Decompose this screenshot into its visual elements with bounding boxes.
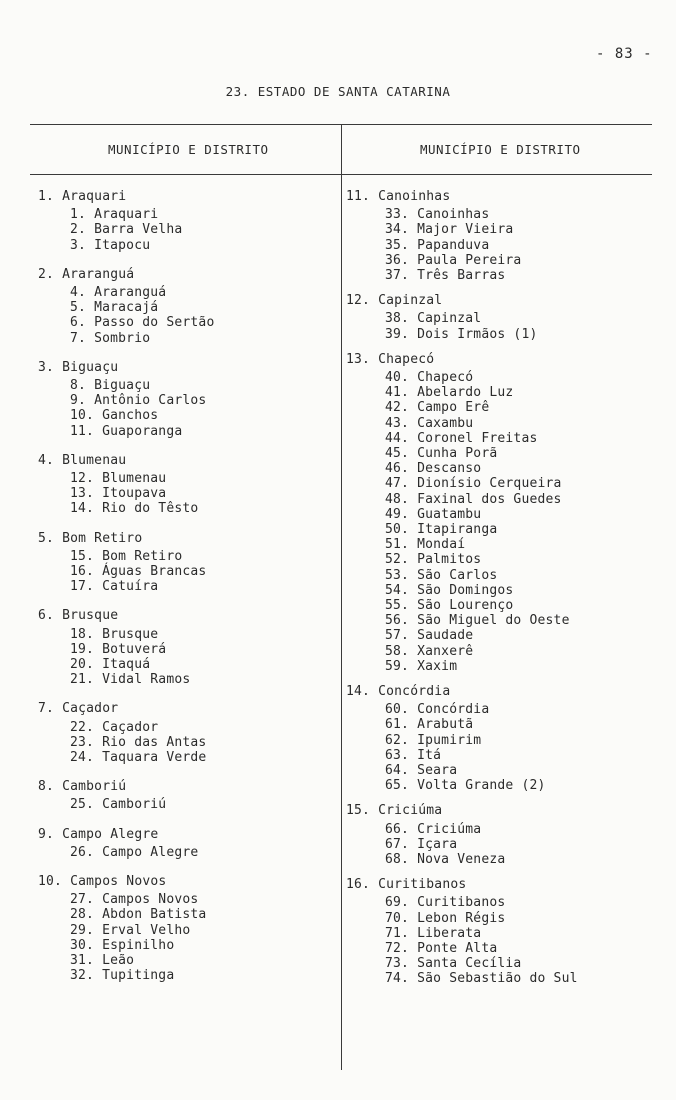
district-item: 1. Araquari [70, 207, 159, 223]
district-item: 43. Caxambu [385, 415, 474, 431]
district-item: 56. São Miguel do Oeste [385, 613, 570, 629]
municipality-heading: 10. Campos Novos [38, 874, 167, 889]
district-item: 41. Abelardo Luz [385, 385, 514, 401]
district-item: 35. Papanduva [385, 237, 490, 253]
municipality-heading: 11. Canoinhas [346, 189, 451, 204]
district-item: 60. Concórdia [385, 702, 490, 718]
district-item: 28. Abdon Batista [70, 907, 207, 923]
column-divider [341, 124, 342, 1070]
district-item: 25. Camboriú [70, 797, 167, 813]
municipality-heading: 2. Araranguá [38, 266, 135, 282]
district-item: 54. São Domingos [385, 582, 514, 598]
district-item: 69. Curitibanos [385, 895, 506, 911]
district-item: 45. Cunha Porã [385, 446, 498, 461]
district-item: 31. Leão [70, 953, 135, 968]
district-item: 64. Seara [385, 763, 458, 778]
municipality-heading: 15. Criciúma [346, 803, 443, 819]
district-item: 19. Botuverá [70, 641, 167, 657]
district-item: 34. Major Vieira [385, 222, 514, 238]
left-column-header: MUNICÍPIO E DISTRITO [108, 142, 269, 157]
district-item: 26. Campo Alegre [70, 844, 199, 860]
district-item: 13. Itoupava [70, 486, 167, 502]
district-item: 8. Biguaçu [70, 378, 151, 393]
district-item: 63. Itá [385, 747, 442, 763]
district-item: 68. Nova Veneza [385, 852, 506, 867]
district-item: 66. Criciúma [385, 821, 482, 837]
district-item: 32. Tupitinga [70, 968, 175, 984]
district-item: 5. Maracajá [70, 300, 159, 316]
municipality-heading: 5. Bom Retiro [38, 530, 143, 546]
district-item: 14. Rio do Têsto [70, 501, 199, 517]
district-item: 23. Rio das Antas [70, 734, 207, 750]
district-item: 51. Mondaí [385, 537, 466, 553]
district-item: 21. Vidal Ramos [70, 672, 191, 688]
district-item: 3. Itapocu [70, 237, 151, 253]
district-item: 47. Dionísio Cerqueira [385, 476, 562, 492]
district-item: 2. Barra Velha [70, 222, 183, 238]
district-item: 11. Guaporanga [70, 423, 183, 439]
district-item: 74. São Sebastião do Sul [385, 971, 578, 987]
municipality-heading: 6. Brusque [38, 608, 119, 624]
municipality-heading: 9. Campo Alegre [38, 826, 159, 842]
district-item: 59. Xaxim [385, 658, 458, 674]
district-item: 12. Blumenau [70, 471, 167, 486]
district-item: 20. Itaquá [70, 657, 151, 672]
district-item: 30. Espinilho [70, 937, 175, 953]
district-item: 9. Antônio Carlos [70, 393, 207, 409]
district-item: 61. Arabutã [385, 717, 474, 733]
district-item: 7. Sombrio [70, 330, 151, 346]
municipality-heading: 1. Araquari [38, 189, 127, 204]
municipality-heading: 7. Caçador [38, 701, 119, 717]
district-item: 62. Ipumirim [385, 732, 482, 748]
district-item: 22. Caçador [70, 719, 159, 735]
district-item: 70. Lebon Régis [385, 910, 506, 926]
district-item: 57. Saudade [385, 628, 474, 644]
municipality-heading: 3. Biguaçu [38, 359, 119, 375]
district-item: 10. Ganchos [70, 408, 159, 424]
district-item: 55. São Lourenço [385, 598, 514, 613]
district-item: 50. Itapiranga [385, 522, 498, 537]
municipality-heading: 16. Curitibanos [346, 877, 467, 893]
page-title: 23. ESTADO DE SANTA CATARINA [225, 84, 451, 99]
district-item: 38. Capinzal [385, 311, 482, 327]
district-item: 40. Chapecó [385, 370, 474, 385]
district-item: 37. Três Barras [385, 268, 506, 283]
district-item: 17. Catuíra [70, 579, 159, 595]
right-column-header: MUNICÍPIO E DISTRITO [420, 142, 581, 157]
district-item: 15. Bom Retiro [70, 548, 183, 564]
district-item: 16. Águas Brancas [70, 564, 207, 579]
district-item: 39. Dois Irmãos (1) [385, 326, 538, 342]
municipality-heading: 8. Camboriú [38, 779, 127, 795]
municipality-heading: 12. Capinzal [346, 293, 443, 309]
district-item: 58. Xanxerê [385, 643, 474, 659]
district-item: 72. Ponte Alta [385, 941, 498, 956]
district-item: 73. Santa Cecília [385, 956, 522, 972]
district-item: 27. Campos Novos [70, 892, 199, 908]
municipality-heading: 13. Chapecó [346, 351, 435, 367]
district-item: 24. Taquara Verde [70, 750, 207, 765]
district-item: 71. Liberata [385, 925, 482, 941]
district-item: 48. Faxinal dos Guedes [385, 491, 562, 507]
district-item: 65. Volta Grande (2) [385, 778, 546, 794]
municipality-heading: 14. Concórdia [346, 684, 451, 699]
district-item: 42. Campo Erê [385, 400, 490, 416]
district-item: 33. Canoinhas [385, 207, 490, 223]
district-item: 53. São Carlos [385, 567, 498, 583]
district-item: 67. Içara [385, 836, 458, 852]
district-item: 36. Paula Pereira [385, 252, 522, 268]
district-item: 6. Passo do Sertão [70, 315, 215, 331]
district-item: 18. Brusque [70, 626, 159, 642]
district-item: 4. Araranguá [70, 285, 167, 300]
district-item: 46. Descanso [385, 461, 482, 477]
district-item: 44. Coronel Freitas [385, 430, 538, 446]
district-item: 29. Erval Velho [70, 922, 191, 938]
district-item: 49. Guatambu [385, 506, 482, 522]
page-number: - 83 - [596, 46, 653, 62]
district-item: 52. Palmitos [385, 552, 482, 568]
municipality-heading: 4. Blumenau [38, 452, 127, 468]
